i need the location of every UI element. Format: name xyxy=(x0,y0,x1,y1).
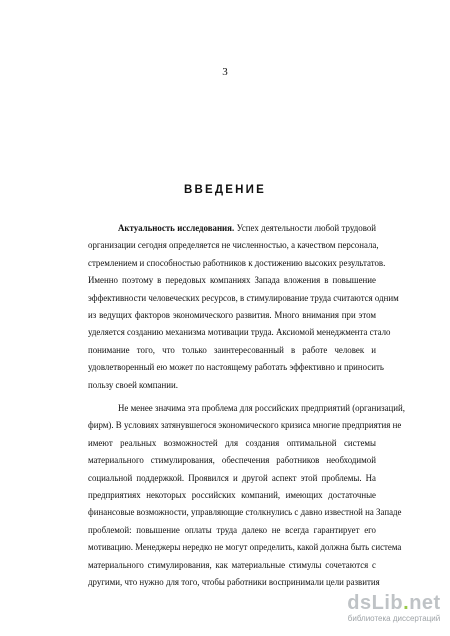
paragraph-line: финансовые возможности, управляющие столкнулись с давно известной на Западе xyxy=(88,507,402,518)
logo-main: dsLib xyxy=(347,592,404,614)
paragraph-line: имеют реальных возможностей для создания оптимальной системы xyxy=(88,437,376,448)
paragraph-line: мотивацию. Менеджеры нередко не могут определить, какой должна быть система xyxy=(88,542,402,553)
lead-rest: Успех деятельности любой трудовой xyxy=(236,223,377,233)
paragraph-line: социальной поддержкой. Проявился и другой аспект этой проблемы. На xyxy=(88,472,376,483)
paragraph-line: предприятиях некоторых российских компаний, имеющих достаточные xyxy=(88,490,376,501)
watermark xyxy=(341,592,447,624)
paragraph-line: эффективности человеческих ресурсов, в стимулирование труда считаются одним xyxy=(88,292,399,303)
paragraph-line xyxy=(88,220,376,237)
page-number: 3 xyxy=(222,66,228,78)
paragraph-line: Не менее значима эта проблема для российских предприятий (организаций, xyxy=(118,403,406,413)
paragraph-line: организации сегодня определяется не численностью, а качеством персонала, xyxy=(88,240,379,251)
watermark-logo xyxy=(341,592,447,614)
paragraph-line: проблемой: повышение оплаты труда далеко не всегда гарантирует его xyxy=(88,524,376,535)
paragraph-russian-enterprises xyxy=(88,400,406,591)
section-heading: ВВЕДЕНИЕ xyxy=(184,184,266,196)
paragraph-line: Именно поэтому в передовых компаниях Запада вложения в повышение xyxy=(88,275,376,286)
paragraph-line: понимание того, что только заинтересованный в работе человек и xyxy=(88,344,376,355)
paragraph-line: уделяется созданию механизма мотивации труда. Аксиомой менеджмента стало xyxy=(88,327,391,338)
logo-dot: . xyxy=(403,592,410,614)
paragraph-line: материального стимулирования, как материальные стимулы сочетаются с xyxy=(88,559,376,570)
paragraph-line: стремлением и способностью работников к достижению высоких результатов. xyxy=(88,257,386,268)
paragraph-line: материального стимулирования, обеспечения работников необходимой xyxy=(88,455,376,466)
paragraph-line: удовлетворенный ею может по настоящему работать эффективно и приносить xyxy=(88,362,384,373)
logo-tld: net xyxy=(409,592,441,614)
paragraph-line: другими, что нужно для того, чтобы работники воспринимали цели развития xyxy=(88,577,380,588)
watermark-caption: библиотека диссертаций xyxy=(347,614,441,623)
paragraph-line: из ведущих факторов экономического развития. Много внимания при этом xyxy=(88,310,376,321)
paragraph-relevance xyxy=(88,220,399,394)
paragraph-line: фирм). В условиях затянувшегося экономического кризиса многие предприятия не xyxy=(88,420,402,431)
paragraph-line: пользу своей компании. xyxy=(88,379,178,390)
lead-phrase: Актуальность исследования. xyxy=(118,223,235,233)
